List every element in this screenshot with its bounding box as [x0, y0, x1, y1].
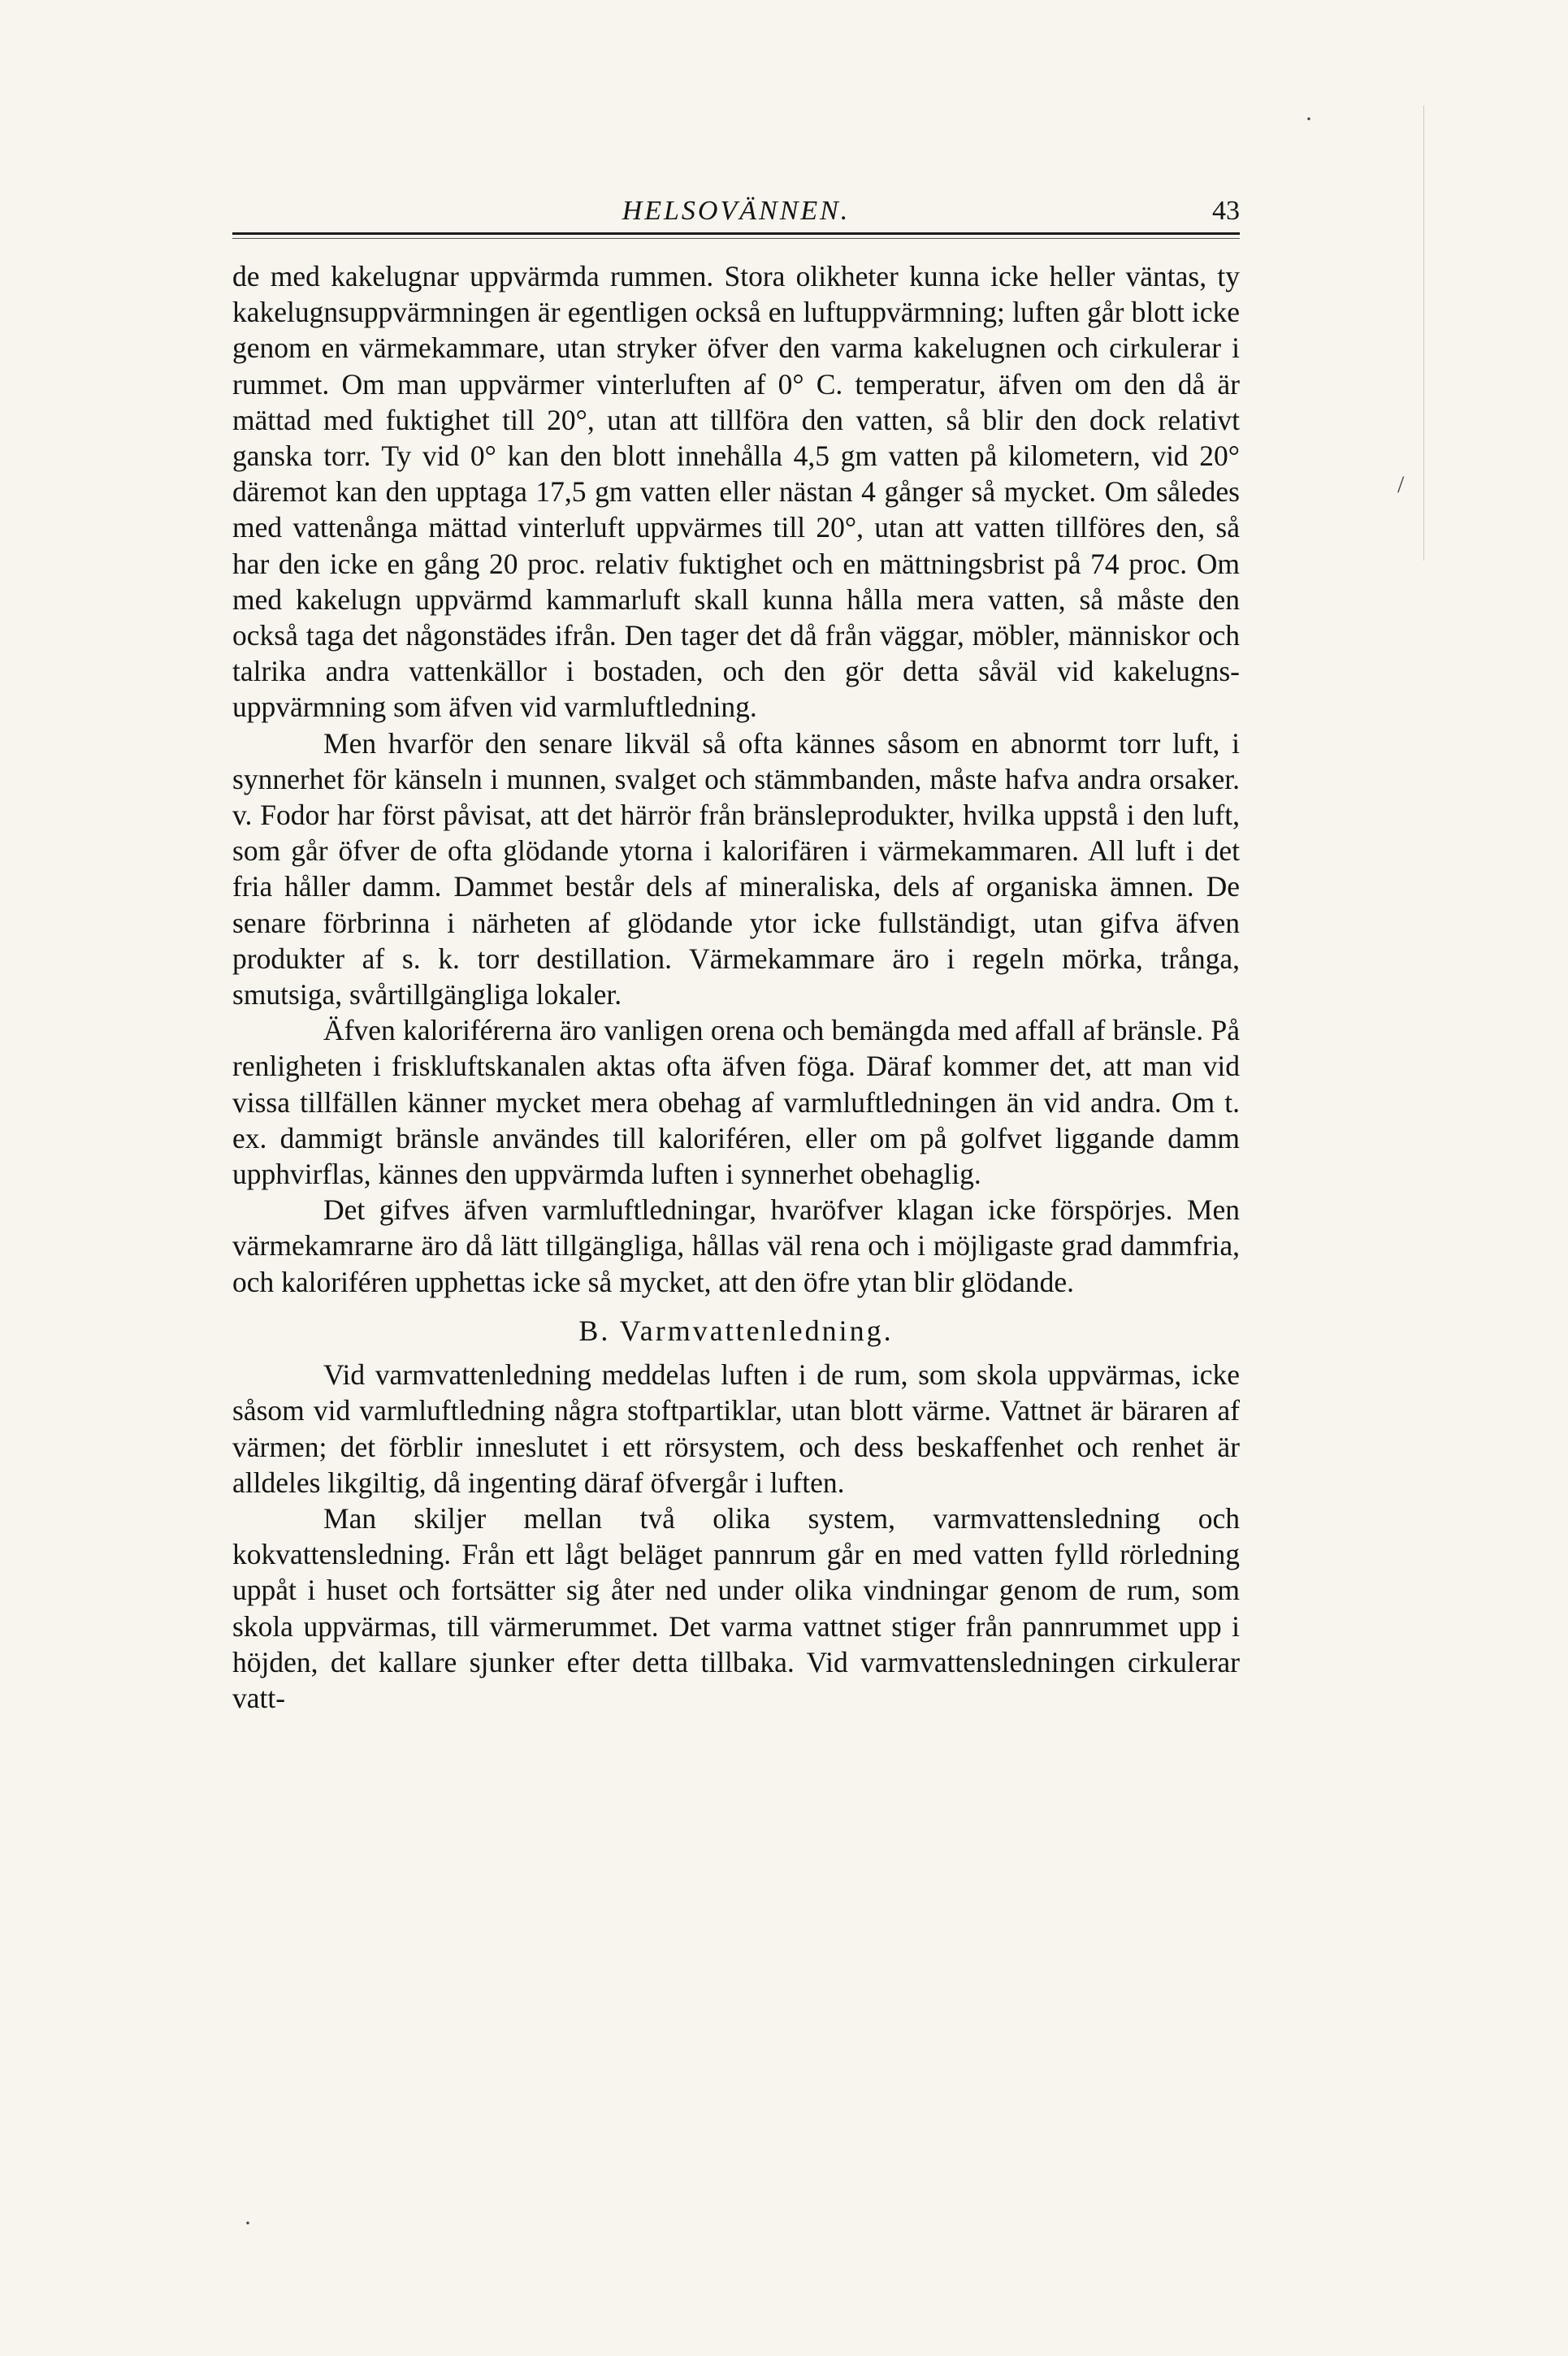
paragraph-2: Men hvarför den senare likväl så ofta kännes såsom en abnormt torr luft, i synnerhet för känseln i munnen, svalget och stämmbanden, måste hafva andra orsaker. v. Fodor har först påvisat, att det härrör från bränsleprodukter, hvilka uppstå i den luft, som går öfver de ofta glödande ytorna i kalorifären i värmekammaren. All luft i det fria håller damm. Dammet består dels af mineraliska, dels af organiska ämnen. De senare förbrinna i närheten af glödande ytor icke fullständigt, utan gifva äfven produkter af s. k. torr destillation. Värmekammare äro i regeln mörka, trånga, smutsiga, svårtillgängliga lokaler.	[232, 726, 1240, 1011]
paragraph-4: Det gifves äfven varmluftledningar, hvaröfver klagan icke förspörjes. Men värmekamrarne äro då lätt tillgängliga, hållas väl rena och i möjligaste grad dammfria, och kaloriféren upphettas icke så mycket, att den öfre ytan blir glödande.	[232, 1193, 1240, 1298]
paragraph-6: Man skiljer mellan två olika system, varmvattensledning och kokvattensledning. Från ett lågt beläget pannrum går en med vatten fylld rörledning uppåt i huset och fortsätter sig åter ned under olika vindningar genom de rum, som skola uppvärmas, till värmerummet. Det varma vattnet stiger från pannrummet upp i höjden, det kallare sjunker efter detta tillbaka. Vid varmvattensledningen cirkulerar vatt-	[232, 1501, 1240, 1714]
body-text	[232, 258, 1240, 1716]
header-rule-thin	[232, 238, 1240, 239]
paragraph-1: de med kakelugnar uppvärmda rummen. Stora olikheter kunna icke heller väntas, ty kakelugnsuppvärmningen är egentligen också en luftuppvärmning; luften går blott icke genom en värmekammare, utan stryker öfver den varma kakelugnen och cirkulerar i rummet. Om man uppvärmer vinterluften af 0° C. temperatur, äfven om den då är mättad med fuktighet till 20°, utan att tillföra den vatten, så blir den dock relativt ganska torr. Ty vid 0° kan den blott innehålla 4,5 gm vatten på kilometern, vid 20° däremot kan den upptaga 17,5 gm vatten eller nästan 4 gånger så mycket. Om således med vattenånga mättad vinterluft uppvärmes till 20°, utan att vatten tillföres den, så har den icke en gång 20 proc. relativ fuktighet och en mättningsbrist på 74 proc. Om med kakelugn uppvärmd kammarluft skall kunna hålla mera vatten, så måste den också taga det någonstädes ifrån. Den tager det då från väggar, möbler, människor och talrika andra vattenkällor i bostaden, och den gör detta såväl vid kakelugns-uppvärmning som äfven vid varmluftledning.	[232, 260, 1240, 724]
page-header	[232, 195, 1240, 236]
paragraph-3: Äfven kaloriférerna äro vanligen orena och bemängda med affall af bränsle. På renligheten i friskluftskanalen aktas ofta äfven föga. Däraf kommer det, att man vid vissa tillfällen känner mycket mera obehag af varmluftledningen än vid andra. Om t. ex. dammigt bränsle användes till kaloriféren, eller om på golfvet liggande damm upphvirflas, kännes den uppvärmda luften i synnerhet obehaglig.	[232, 1014, 1240, 1191]
header-rule	[232, 232, 1240, 235]
page-number: 43	[1212, 196, 1240, 226]
running-title: HELSOVÄNNEN.	[622, 196, 851, 226]
scan-speck: ·	[1305, 106, 1313, 132]
section-heading: B. Varmvattenledning.	[578, 1314, 894, 1347]
scan-edge-line	[1423, 106, 1424, 561]
paragraph-5: Vid varmvattenledning meddelas luften i de rum, som skola uppvärmas, icke såsom vid varmluftledning några stoftpartiklar, utan blott värme. Vattnet är bäraren af värmen; det förblir inneslutet i ett rörsystem, och dess beskaffenhet och renhet är alldeles likgiltig, då ingenting däraf öfvergår i luften.	[232, 1358, 1240, 1499]
scan-speck: /	[1397, 471, 1405, 498]
scan-speck: ·	[244, 2210, 252, 2237]
